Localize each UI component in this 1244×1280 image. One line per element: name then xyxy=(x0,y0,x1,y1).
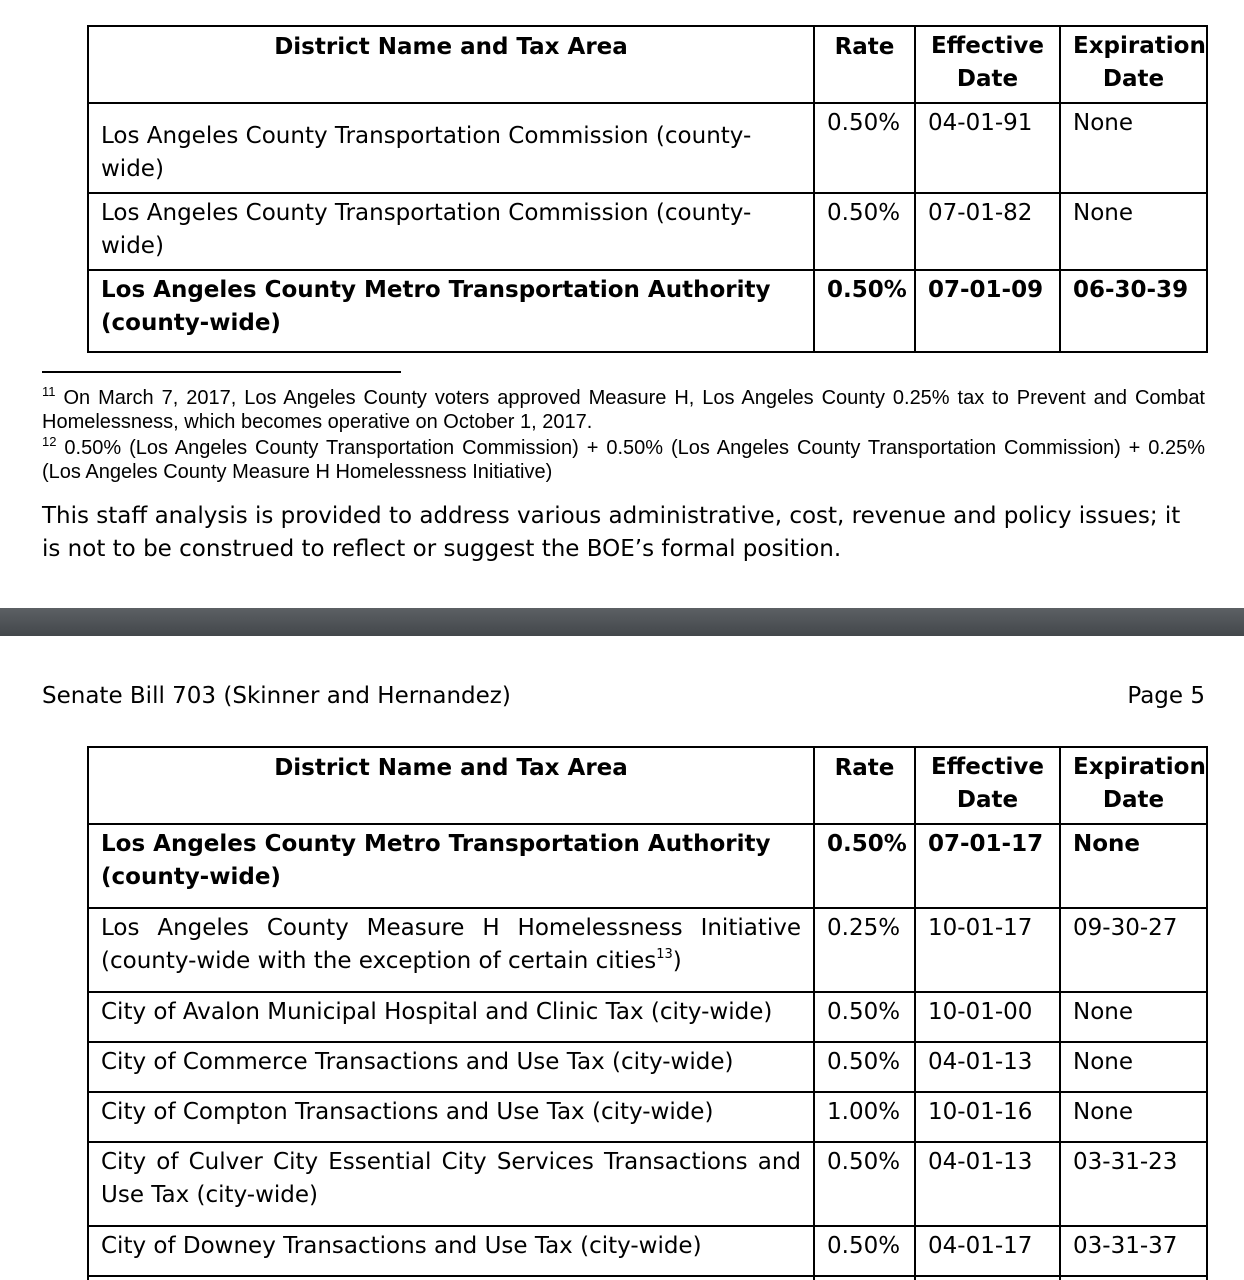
district-name-line xyxy=(101,945,801,978)
expiration-date-cell: 06-30-39 xyxy=(1060,270,1207,352)
rate-cell: 0.50% xyxy=(814,992,915,1042)
table-row xyxy=(88,1142,1207,1226)
header-rate: Rate xyxy=(814,26,915,103)
footnote-separator xyxy=(42,371,401,373)
footnote-number: 12 xyxy=(42,434,57,449)
expiration-date-cell: None xyxy=(1060,103,1207,193)
header-rate: Rate xyxy=(814,747,915,824)
footnote-number: 11 xyxy=(42,384,56,399)
page-fragment-bottom xyxy=(0,636,1244,1280)
table-row xyxy=(88,270,1207,352)
effective-date-cell: 07-01-09 xyxy=(915,270,1060,352)
page-separator xyxy=(0,608,1244,636)
rate-cell xyxy=(814,1276,915,1280)
header-expiration-date: Expiration Date xyxy=(1060,747,1207,824)
expiration-date-cell: 03-31-37 xyxy=(1060,1226,1207,1276)
header-effective-date: Effective Date xyxy=(915,747,1060,824)
rate-cell: 1.00% xyxy=(814,1092,915,1142)
table-row xyxy=(88,1092,1207,1142)
table-row xyxy=(88,1226,1207,1276)
table-header-row xyxy=(88,26,1207,103)
district-name-cell: City of Avalon Municipal Hospital and Clinic Tax (city-wide) xyxy=(88,992,814,1042)
effective-date-cell: 04-01-17 xyxy=(915,1226,1060,1276)
expiration-date-cell: None xyxy=(1060,193,1207,270)
bill-title: Senate Bill 703 (Skinner and Hernandez) xyxy=(42,683,511,709)
district-name-cell: City of Commerce Transactions and Use Tax (city-wide) xyxy=(88,1042,814,1092)
rate-cell: 0.50% xyxy=(814,1042,915,1092)
header-expiration-date: Expiration Date xyxy=(1060,26,1207,103)
effective-date-cell: 10-01-00 xyxy=(915,992,1060,1042)
rate-cell: 0.25% xyxy=(814,908,915,992)
district-tax-table-top xyxy=(87,25,1208,353)
table-row xyxy=(88,193,1207,270)
footnote-12 xyxy=(42,436,1205,484)
district-name-text: ) xyxy=(672,948,682,974)
expiration-date-cell: 09-30-27 xyxy=(1060,908,1207,992)
page-fragment-top xyxy=(0,0,1244,608)
rate-cell: 0.50% xyxy=(814,103,915,193)
district-name-cell xyxy=(88,908,814,992)
district-name-line: Los Angeles County Measure H Homelessness Initiative xyxy=(101,915,801,941)
expiration-date-cell: None xyxy=(1060,1042,1207,1092)
effective-date-cell xyxy=(915,1276,1060,1280)
district-name-cell xyxy=(88,1276,814,1280)
table-row xyxy=(88,1276,1207,1280)
footnote-text: 0.50% (Los Angeles County Transportation Commission) + 0.50% (Los Angeles County Transportation Commission) + 0.25% (Los Angeles County Measure H Homelessness Initiative) xyxy=(42,437,1205,483)
table-row xyxy=(88,908,1207,992)
district-name-cell: Los Angeles County Transportation Commission (county-wide) xyxy=(88,103,814,193)
header-effective-date: Effective Date xyxy=(915,26,1060,103)
footnote-11 xyxy=(42,386,1205,434)
district-name-cell: Los Angeles County Transportation Commission (county-wide) xyxy=(88,193,814,270)
table-row xyxy=(88,1042,1207,1092)
header-district-name: District Name and Tax Area xyxy=(88,747,814,824)
district-name-cell: City of Compton Transactions and Use Tax (city-wide) xyxy=(88,1092,814,1142)
effective-date-cell: 10-01-17 xyxy=(915,908,1060,992)
district-name-text: (county-wide with the exception of certain cities xyxy=(101,948,657,974)
expiration-date-cell: None xyxy=(1060,824,1207,908)
district-tax-table-bottom xyxy=(87,746,1208,1280)
rate-cell: 0.50% xyxy=(814,1226,915,1276)
table-row xyxy=(88,992,1207,1042)
rate-cell: 0.50% xyxy=(814,824,915,908)
effective-date-cell: 04-01-13 xyxy=(915,1042,1060,1092)
footnote-text: On March 7, 2017, Los Angeles County voters approved Measure H, Los Angeles County 0.25% tax to Prevent and Combat Homelessness, which becomes operative on October 1, 2017. xyxy=(42,387,1205,433)
effective-date-cell: 10-01-16 xyxy=(915,1092,1060,1142)
table-header-row xyxy=(88,747,1207,824)
rate-cell: 0.50% xyxy=(814,193,915,270)
expiration-date-cell xyxy=(1060,1276,1207,1280)
rate-cell: 0.50% xyxy=(814,270,915,352)
effective-date-cell: 04-01-91 xyxy=(915,103,1060,193)
expiration-date-cell: 03-31-23 xyxy=(1060,1142,1207,1226)
rate-cell: 0.50% xyxy=(814,1142,915,1226)
footnote-ref: 13 xyxy=(656,947,673,962)
disclaimer-text: This staff analysis is provided to address various administrative, cost, revenue and policy issues; it is not to be construed to reflect or suggest the BOE’s formal position. xyxy=(42,503,1181,562)
effective-date-cell: 04-01-13 xyxy=(915,1142,1060,1226)
effective-date-cell: 07-01-17 xyxy=(915,824,1060,908)
table-row xyxy=(88,103,1207,193)
table-row xyxy=(88,824,1207,908)
page-number: Page 5 xyxy=(1127,683,1205,709)
expiration-date-cell: None xyxy=(1060,992,1207,1042)
district-name-cell: City of Downey Transactions and Use Tax (city-wide) xyxy=(88,1226,814,1276)
district-name-cell: City of Culver City Essential City Services Transactions and Use Tax (city-wide) xyxy=(88,1142,814,1226)
header-district-name: District Name and Tax Area xyxy=(88,26,814,103)
expiration-date-cell: None xyxy=(1060,1092,1207,1142)
district-name-cell: Los Angeles County Metro Transportation Authority (county-wide) xyxy=(88,824,814,908)
district-name-cell: Los Angeles County Metro Transportation Authority (county-wide) xyxy=(88,270,814,352)
effective-date-cell: 07-01-82 xyxy=(915,193,1060,270)
